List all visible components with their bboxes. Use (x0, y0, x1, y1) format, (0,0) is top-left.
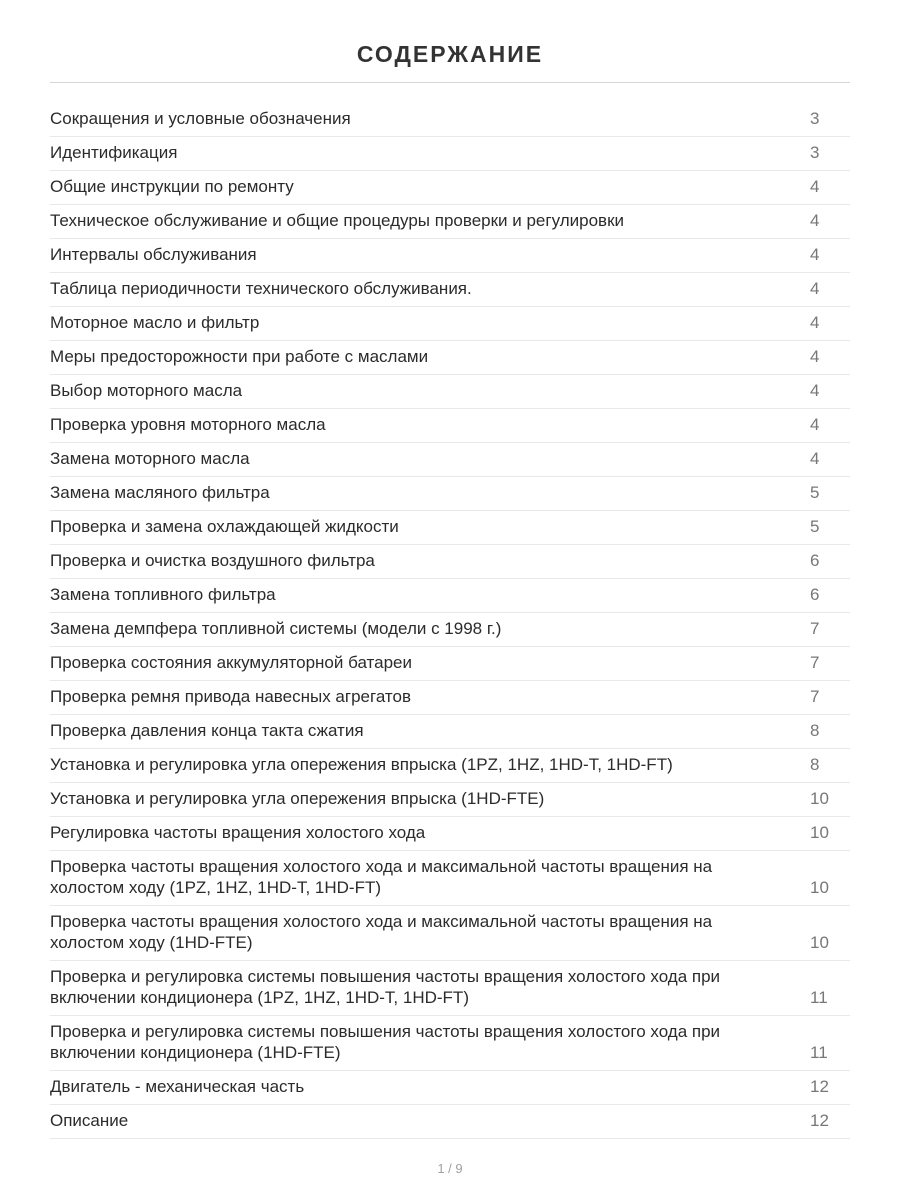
toc-entry-title: Замена демпфера топливной системы (модели с 1998 г.) (50, 619, 502, 638)
toc-entry-page-number: 4 (810, 449, 820, 468)
toc-entry[interactable] (50, 137, 850, 171)
toc-entry[interactable] (50, 906, 850, 961)
page-indicator: 1 / 9 (437, 1161, 463, 1176)
toc-entry[interactable] (50, 1071, 850, 1105)
toc-entry[interactable] (50, 205, 850, 239)
toc-entry-title: Проверка и регулировка системы повышения частоты вращения холостого хода при включении кондиционера (1PZ, 1HZ, 1HD-T, 1HD-FT) (50, 967, 721, 1007)
toc-entry-title: Идентификация (50, 143, 178, 162)
toc-entry-title: Замена топливного фильтра (50, 585, 276, 604)
toc-entry-title: Выбор моторного масла (50, 381, 243, 400)
toc-entry-title: Замена моторного масла (50, 449, 250, 468)
toc-entry-page-number: 3 (810, 109, 820, 128)
toc-entry-page-number: 11 (810, 1043, 828, 1062)
toc-entry-page-number: 7 (810, 619, 820, 638)
toc-entry-page-number: 8 (810, 755, 820, 774)
toc-entry-page-number: 10 (810, 878, 829, 897)
toc-entry-title: Проверка состояния аккумуляторной батареи (50, 653, 412, 672)
toc-entry[interactable] (50, 273, 850, 307)
toc-entry[interactable] (50, 579, 850, 613)
toc-entry[interactable] (50, 613, 850, 647)
toc-entry-title: Проверка уровня моторного масла (50, 415, 326, 434)
toc-entry-title: Таблица периодичности технического обслуживания. (50, 279, 472, 298)
toc-entry-page-number: 4 (810, 415, 820, 434)
toc-entry-page-number: 4 (810, 381, 820, 400)
toc-entry[interactable] (50, 443, 850, 477)
toc-entry-title: Двигатель - механическая часть (50, 1077, 305, 1096)
toc-entry-page-number: 10 (810, 823, 829, 842)
toc-entry-page-number: 7 (810, 687, 820, 706)
toc-entry[interactable] (50, 477, 850, 511)
toc-entry-title: Интервалы обслуживания (50, 245, 257, 264)
toc-entry-page-number: 10 (810, 933, 829, 952)
toc-entry[interactable] (50, 1016, 850, 1071)
toc-entry[interactable] (50, 375, 850, 409)
toc-entry[interactable] (50, 307, 850, 341)
toc-entry-title: Установка и регулировка угла опережения впрыска (1HD-FTE) (50, 789, 545, 808)
toc-entry-title: Проверка частоты вращения холостого хода и максимальной частоты вращения на холостом ходу (1PZ, 1HZ, 1HD-T, 1HD-FT) (50, 857, 713, 897)
toc-entry-title: Техническое обслуживание и общие процедуры проверки и регулировки (50, 211, 625, 230)
toc-entry-title: Установка и регулировка угла опережения впрыска (1PZ, 1HZ, 1HD-T, 1HD-FT) (50, 755, 673, 774)
toc-entry[interactable] (50, 545, 850, 579)
toc-entry[interactable] (50, 715, 850, 749)
toc-entry-title: Проверка ремня привода навесных агрегатов (50, 687, 411, 706)
toc-entry-page-number: 4 (810, 177, 820, 196)
toc-entry-page-number: 4 (810, 245, 820, 264)
toc-entry-page-number: 4 (810, 211, 820, 230)
toc-entry[interactable] (50, 961, 850, 1016)
page-title: СОДЕРЖАНИЕ (50, 0, 850, 83)
toc-entry[interactable] (50, 171, 850, 205)
toc-entry[interactable] (50, 409, 850, 443)
toc-entry-page-number: 12 (810, 1077, 829, 1096)
toc-entry-title: Регулировка частоты вращения холостого хода (50, 823, 426, 842)
toc-entry-page-number: 10 (810, 789, 829, 808)
toc-entry-page-number: 4 (810, 279, 820, 298)
toc-entry[interactable] (50, 783, 850, 817)
toc-entry-title: Меры предосторожности при работе с маслами (50, 347, 429, 366)
document-page (50, 0, 850, 1139)
table-of-contents (50, 83, 850, 1139)
toc-entry-title: Описание (50, 1111, 129, 1130)
toc-entry-page-number: 6 (810, 585, 820, 604)
toc-entry-title: Моторное масло и фильтр (50, 313, 260, 332)
toc-entry-title: Проверка и замена охлаждающей жидкости (50, 517, 399, 536)
toc-entry[interactable] (50, 511, 850, 545)
toc-entry[interactable] (50, 817, 850, 851)
toc-entry[interactable] (50, 239, 850, 273)
toc-entry-title: Проверка и регулировка системы повышения частоты вращения холостого хода при включении кондиционера (1HD-FTE) (50, 1022, 721, 1062)
toc-entry[interactable] (50, 647, 850, 681)
toc-entry-page-number: 5 (810, 483, 820, 502)
toc-entry-page-number: 8 (810, 721, 820, 740)
toc-entry-page-number: 5 (810, 517, 820, 536)
toc-entry[interactable] (50, 1105, 850, 1139)
toc-entry[interactable] (50, 103, 850, 137)
toc-entry-title: Проверка и очистка воздушного фильтра (50, 551, 375, 570)
toc-entry-title: Проверка давления конца такта сжатия (50, 721, 364, 740)
toc-entry-title: Общие инструкции по ремонту (50, 177, 294, 196)
toc-entry[interactable] (50, 341, 850, 375)
toc-entry-title: Сокращения и условные обозначения (50, 109, 351, 128)
toc-entry[interactable] (50, 749, 850, 783)
toc-entry-page-number: 12 (810, 1111, 829, 1130)
toc-entry[interactable] (50, 851, 850, 906)
toc-entry-page-number: 3 (810, 143, 820, 162)
toc-entry-page-number: 11 (810, 988, 828, 1007)
toc-entry-page-number: 4 (810, 347, 820, 366)
toc-entry-title: Замена масляного фильтра (50, 483, 270, 502)
toc-entry-page-number: 6 (810, 551, 820, 570)
toc-entry-page-number: 4 (810, 313, 820, 332)
toc-entry-page-number: 7 (810, 653, 820, 672)
toc-entry[interactable] (50, 681, 850, 715)
toc-entry-title: Проверка частоты вращения холостого хода и максимальной частоты вращения на холостом ходу (1HD-FTE) (50, 912, 713, 952)
